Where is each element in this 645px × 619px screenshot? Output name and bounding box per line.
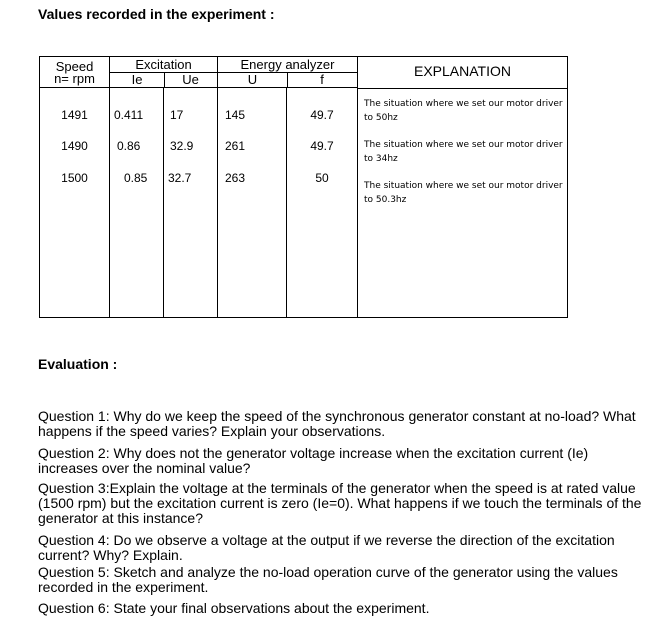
ue-header: Ue: [182, 72, 199, 87]
question-5: Question 5: Sketch and analyze the no-load operation curve of the generator using the values recorded in the experiment.: [38, 564, 618, 595]
speed-header-cell: [40, 57, 110, 88]
ie-header: Ie: [131, 72, 143, 87]
ie-value: 0.85: [124, 171, 148, 185]
speed-header: Speed: [55, 59, 94, 74]
ue-value: 32.7: [168, 171, 192, 185]
question-6: Question 6: State your final observations about the experiment.: [38, 600, 430, 616]
results-table: [39, 56, 568, 318]
question-1: Question 1: Why do we keep the speed of the synchronous generator constant at no-load? What happens if the speed varies? Explain your observations.: [38, 408, 636, 439]
table-header-row: [40, 57, 568, 88]
explanation-header: EXPLANATION: [414, 63, 511, 79]
u-header: U: [247, 72, 258, 87]
speed-value: 1500: [61, 171, 88, 185]
question-2: Question 2: Why does not the generator voltage increase when the excitation current (Ie) increases over the nominal value?: [38, 445, 589, 476]
explanation-divider: [358, 88, 567, 89]
f-value: 49.7: [310, 139, 334, 153]
question-4: Question 4: Do we observe a voltage at the output if we reverse the direction of the excitation current? Why? Explain.: [38, 532, 615, 563]
f-value: 50: [315, 171, 329, 185]
ue-value: 17: [170, 108, 184, 122]
explanation-3: The situation where we set our motor driver to 50.3hz: [364, 181, 563, 205]
energy-analyzer-header-cell: [218, 57, 358, 88]
page-title: Values recorded in the experiment :: [38, 6, 275, 22]
ie-value: 0.411: [114, 108, 144, 122]
f-column: [287, 88, 358, 318]
question-3: Question 3:Explain the voltage at the terminals of the generator when the speed is at rated value (1500 rpm) but the excitation current is zero (Ie=0). What happens if we touch the terminals of the generator at this instance?: [38, 480, 642, 526]
energy-analyzer-header: Energy analyzer: [240, 57, 335, 72]
ue-value: 32.9: [170, 139, 194, 153]
explanation-column: [358, 57, 568, 318]
u-value: 145: [225, 108, 246, 122]
u-column: [218, 88, 287, 318]
ie-value: 0.86: [117, 139, 141, 153]
speed-unit-header: n= rpm: [54, 71, 95, 86]
ue-column: [164, 88, 218, 318]
evaluation-label: Evaluation :: [38, 356, 118, 372]
excitation-header: Excitation: [135, 57, 192, 72]
ie-column: [110, 88, 164, 318]
speed-value: 1490: [61, 139, 88, 153]
speed-value: 1491: [61, 108, 88, 122]
u-value: 263: [225, 171, 246, 185]
speed-column: [40, 88, 110, 318]
u-value: 261: [225, 139, 246, 153]
explanation-1: The situation where we set our motor driver to 50hz: [364, 99, 563, 123]
f-header: f: [320, 72, 324, 87]
excitation-header-cell: [110, 57, 218, 88]
f-value: 49.7: [310, 108, 334, 122]
explanation-2: The situation where we set our motor driver to 34hz: [364, 140, 563, 164]
